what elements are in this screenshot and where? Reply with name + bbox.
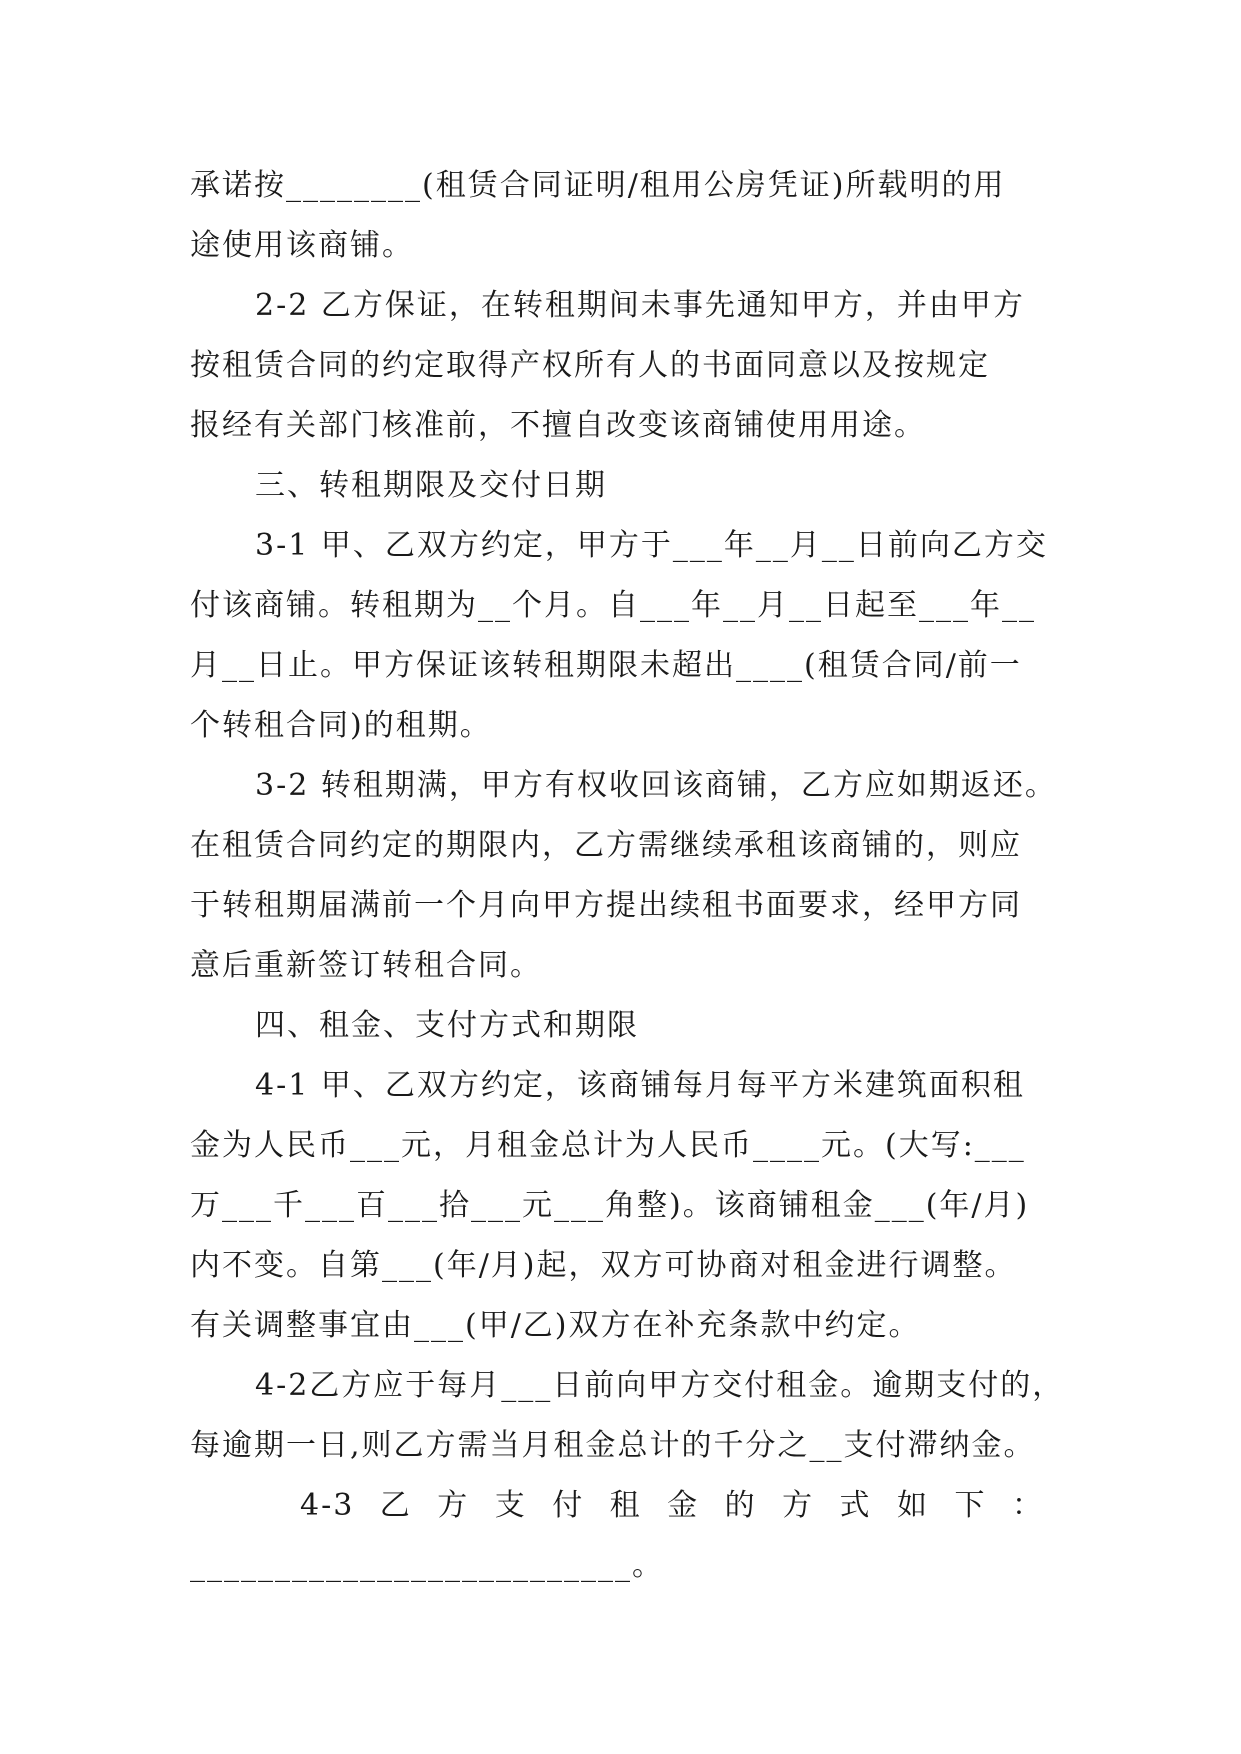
text-line: 途使用该商铺。 [190, 228, 414, 263]
clause-4-1: 4-1 甲、乙双方约定，该商铺每月每平方米建筑面积租 [255, 1068, 1025, 1103]
text-line: 付该商铺。转租期为__个月。自___年__月__日起至___年__ [190, 588, 1036, 623]
clause-4-3 [190, 1476, 1052, 1536]
clause-3-1: 3-1 甲、乙双方约定，甲方于___年__月__日前向乙方交 [255, 528, 1048, 563]
text-line: 有关调整事宜由___(甲/乙)双方在补充条款中约定。 [190, 1308, 921, 1343]
clause-4-3-part: 乙 [379, 1488, 412, 1523]
text-line: 报经有关部门核准前，不擅自改变该商铺使用用途。 [190, 408, 926, 443]
clause-4-3-part: 如 [897, 1488, 929, 1523]
text-line: 意后重新签订转租合同。 [190, 948, 542, 983]
text-line: 承诺按________(租赁合同证明/租用公房凭证)所载明的用 [190, 168, 1006, 203]
text-line: 万___千___百___拾___元___角整)。该商铺租金___(年/月) [190, 1188, 1030, 1223]
text-line: 内不变。自第___(年/月)起，双方可协商对租金进行调整。 [190, 1248, 1017, 1283]
clause-4-3-part: 方 [782, 1488, 815, 1523]
clause-4-3-part: ： [1011, 1488, 1044, 1523]
text-line: 金为人民币___元，月租金总计为人民币____元。(大写:___ [190, 1128, 1026, 1163]
section-heading-4: 四、租金、支付方式和期限 [255, 1008, 639, 1043]
clause-2-2: 2-2 乙方保证，在转租期间未事先通知甲方，并由甲方 [255, 288, 1025, 323]
clause-4-3-part: 4-3 [300, 1488, 355, 1523]
text-line: 于转租期届满前一个月向甲方提出续租书面要求，经甲方同 [190, 888, 1022, 923]
clause-4-3-part: 的 [724, 1488, 757, 1523]
clause-4-3-part: 支 [494, 1488, 527, 1523]
clause-4-3-part: 租 [609, 1488, 642, 1523]
text-line: 月__日止。甲方保证该转租期限未超出____(租赁合同/前一 [190, 648, 1022, 683]
text-line: 个转租合同)的租期。 [190, 708, 492, 743]
text-line: 在租赁合同约定的期限内，乙方需继续承租该商铺的，则应 [190, 828, 1022, 863]
clause-4-3-part: 付 [552, 1488, 585, 1523]
text-line: 按租赁合同的约定取得产权所有人的书面同意以及按规定 [190, 348, 990, 383]
payment-method-blank: __________________________。 [190, 1548, 664, 1583]
document-body [190, 156, 1065, 1596]
clause-4-3-part: 金 [667, 1488, 700, 1523]
section-heading-3: 三、转租期限及交付日期 [255, 468, 607, 503]
clause-4-3-part: 方 [437, 1488, 470, 1523]
clause-4-3-part: 下 [954, 1488, 987, 1523]
clause-3-2: 3-2 转租期满，甲方有权收回该商铺，乙方应如期返还。 [255, 768, 1057, 803]
clause-4-2: 4-2乙方应于每月___日前向甲方交付租金。逾期支付的， [255, 1368, 1065, 1403]
text-line: 每逾期一日,则乙方需当月租金总计的千分之__支付滞纳金。 [190, 1428, 1036, 1463]
clause-4-3-part: 式 [839, 1488, 872, 1523]
